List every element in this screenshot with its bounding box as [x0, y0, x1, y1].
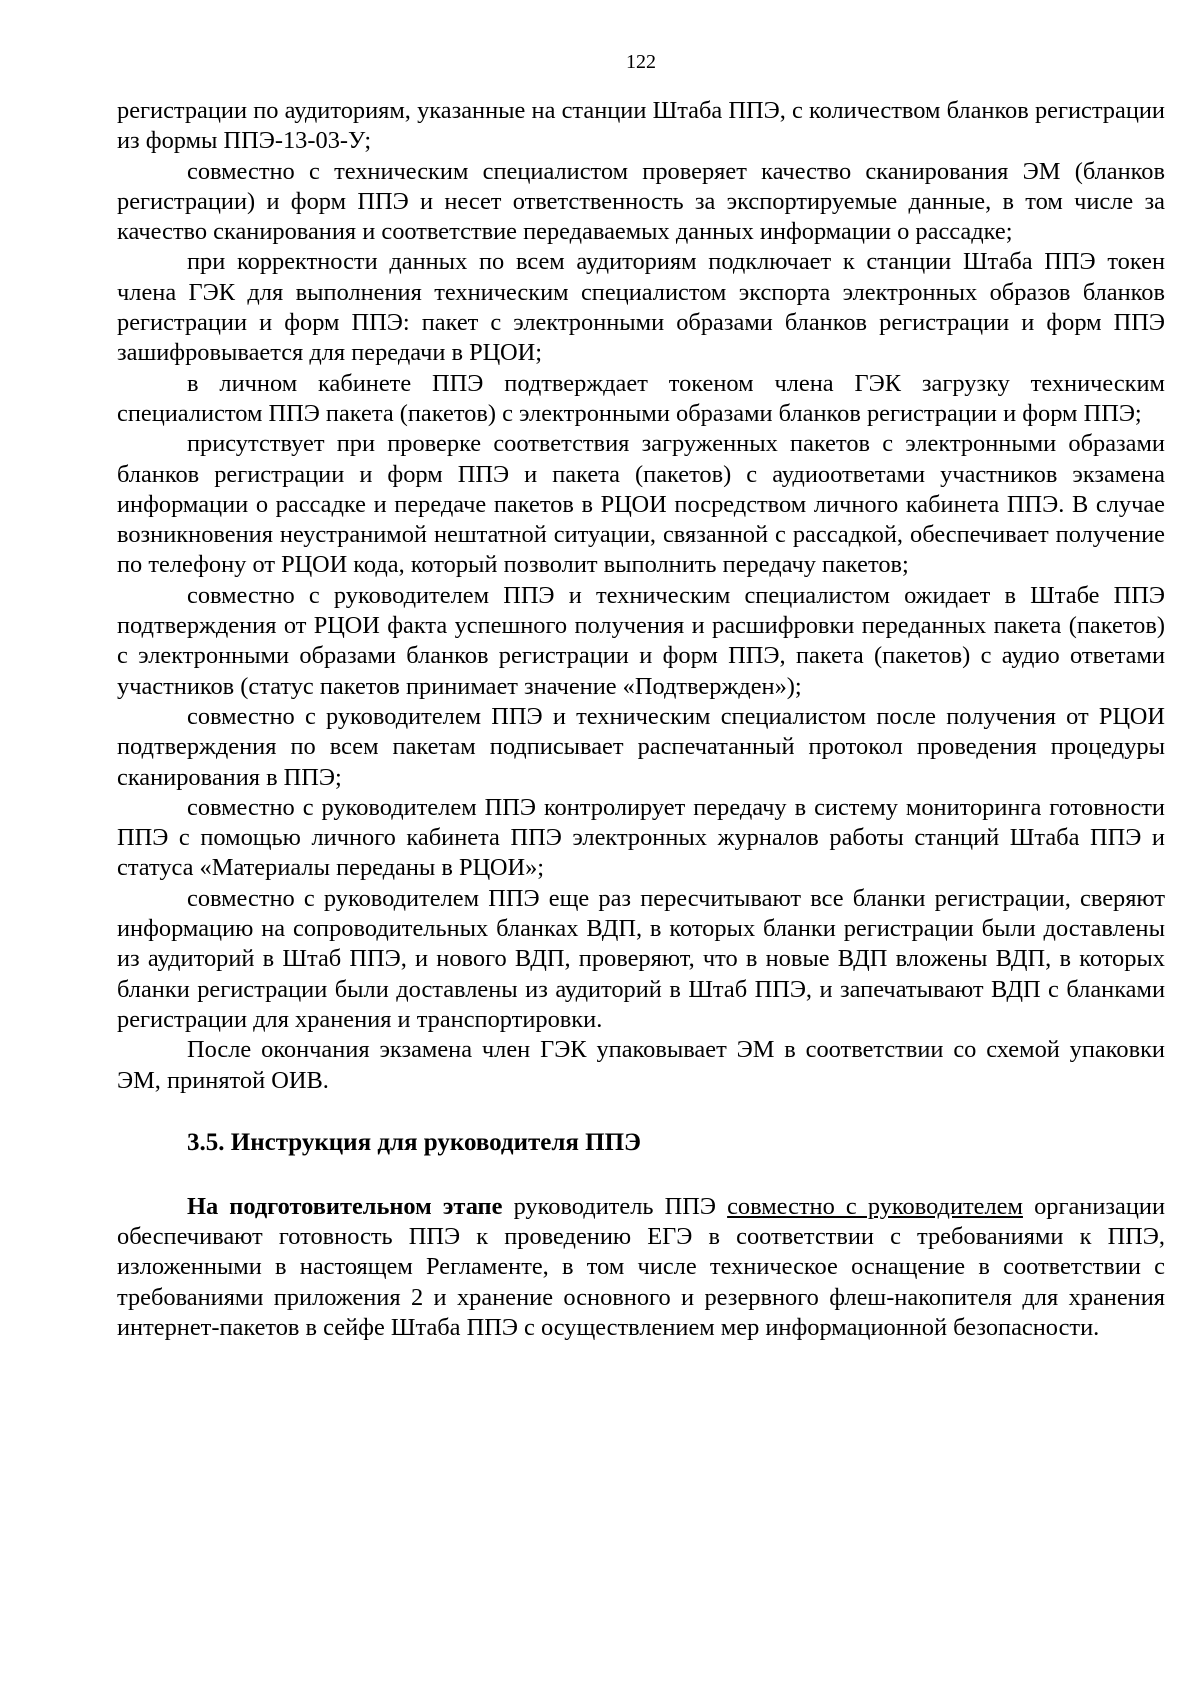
final-paragraph-bold-lead: На подготовительном этапе [187, 1192, 503, 1220]
paragraph-1: регистрации по аудиториям, указанные на станции Штаба ППЭ, с количеством бланков регистрации из формы ППЭ-13-03-У; [117, 97, 1165, 155]
final-paragraph-underlined: совместно с руководителем [727, 1192, 1023, 1220]
section-heading: 3.5. Инструкция для руководителя ППЭ [187, 1128, 642, 1156]
document-page [117, 50, 1165, 1343]
paragraph-7: совместно с руководителем ППЭ и техническим специалистом после получения от РЦОИ подтверждения по всем пакетам подписывает распечатанный протокол проведения процедуры сканирования в ППЭ; [117, 702, 1165, 791]
final-paragraph [117, 1192, 1165, 1343]
paragraph-2: совместно с техническим специалистом проверяет качество сканирования ЭМ (бланков регистрации) и форм ППЭ и несет ответственность за экспортируемые данные, в том числе за качество сканирования и соответствие передаваемых данных информации о рассадке; [117, 157, 1165, 246]
paragraph-6: совместно с руководителем ППЭ и техническим специалистом ожидает в Штабе ППЭ подтверждения от РЦОИ факта успешного получения и расшифровки переданных пакета (пакетов) с электронными образами бланков регистрации и форм ППЭ, пакета (пакетов) с аудио ответами участников (статус пакетов принимает значение «Подтвержден»); [117, 581, 1165, 700]
page-number: 122 [626, 51, 656, 73]
paragraph-5: присутствует при проверке соответствия загруженных пакетов с электронными образами бланков регистрации и форм ППЭ и пакета (пакетов) с аудиоответами участников экзамена информации о рассадке и передаче пакетов в РЦОИ посредством личного кабинета ППЭ. В случае возникновения неустранимой нештатной ситуации, связанной с рассадкой, обеспечивает получение по телефону от РЦОИ кода, который позволит выполнить передачу пакетов; [117, 430, 1165, 579]
paragraph-9: совместно с руководителем ППЭ еще раз пересчитывают все бланки регистрации, сверяют информацию на сопроводительных бланках ВДП, в которых бланки регистрации были доставлены из аудиторий в Штаб ППЭ, и нового ВДП, проверяют, что в новые ВДП вложены ВДП, в которых бланки регистрации были доставлены из аудиторий в Штаб ППЭ, и запечатывают ВДП с бланками регистрации для хранения и транспортировки. [117, 884, 1165, 1033]
paragraph-10: После окончания экзамена член ГЭК упаковывает ЭМ в соответствии со схемой упаковки ЭМ, принятой ОИВ. [117, 1036, 1165, 1094]
final-paragraph-text-after: организации обеспечивают готовность ППЭ к проведению ЕГЭ в соответствии с требованиями к ППЭ, изложенными в настоящем Регламенте, в том числе техническое оснащение в соответствии с требованиями приложения 2 и хранение основного и резервного флеш-накопителя для хранения интернет-пакетов в сейфе Штаба ППЭ с осуществлением мер информационной безопасности. [117, 1192, 1166, 1341]
paragraph-8: совместно с руководителем ППЭ контролирует передачу в систему мониторинга готовности ППЭ с помощью личного кабинета ППЭ электронных журналов работы станций Штаба ППЭ и статуса «Материалы переданы в РЦОИ»; [117, 793, 1165, 882]
paragraph-4: в личном кабинете ППЭ подтверждает токеном члена ГЭК загрузку техническим специалистом ППЭ пакета (пакетов) с электронными образами бланков регистрации и форм ППЭ; [117, 369, 1165, 427]
paragraph-3: при корректности данных по всем аудиториям подключает к станции Штаба ППЭ токен члена ГЭК для выполнения техническим специалистом экспорта электронных образов бланков регистрации и форм ППЭ: пакет с электронными образами бланков регистрации и форм ППЭ зашифровывается для передачи в РЦОИ; [117, 248, 1165, 367]
final-paragraph-text-before: руководитель ППЭ [502, 1192, 728, 1220]
